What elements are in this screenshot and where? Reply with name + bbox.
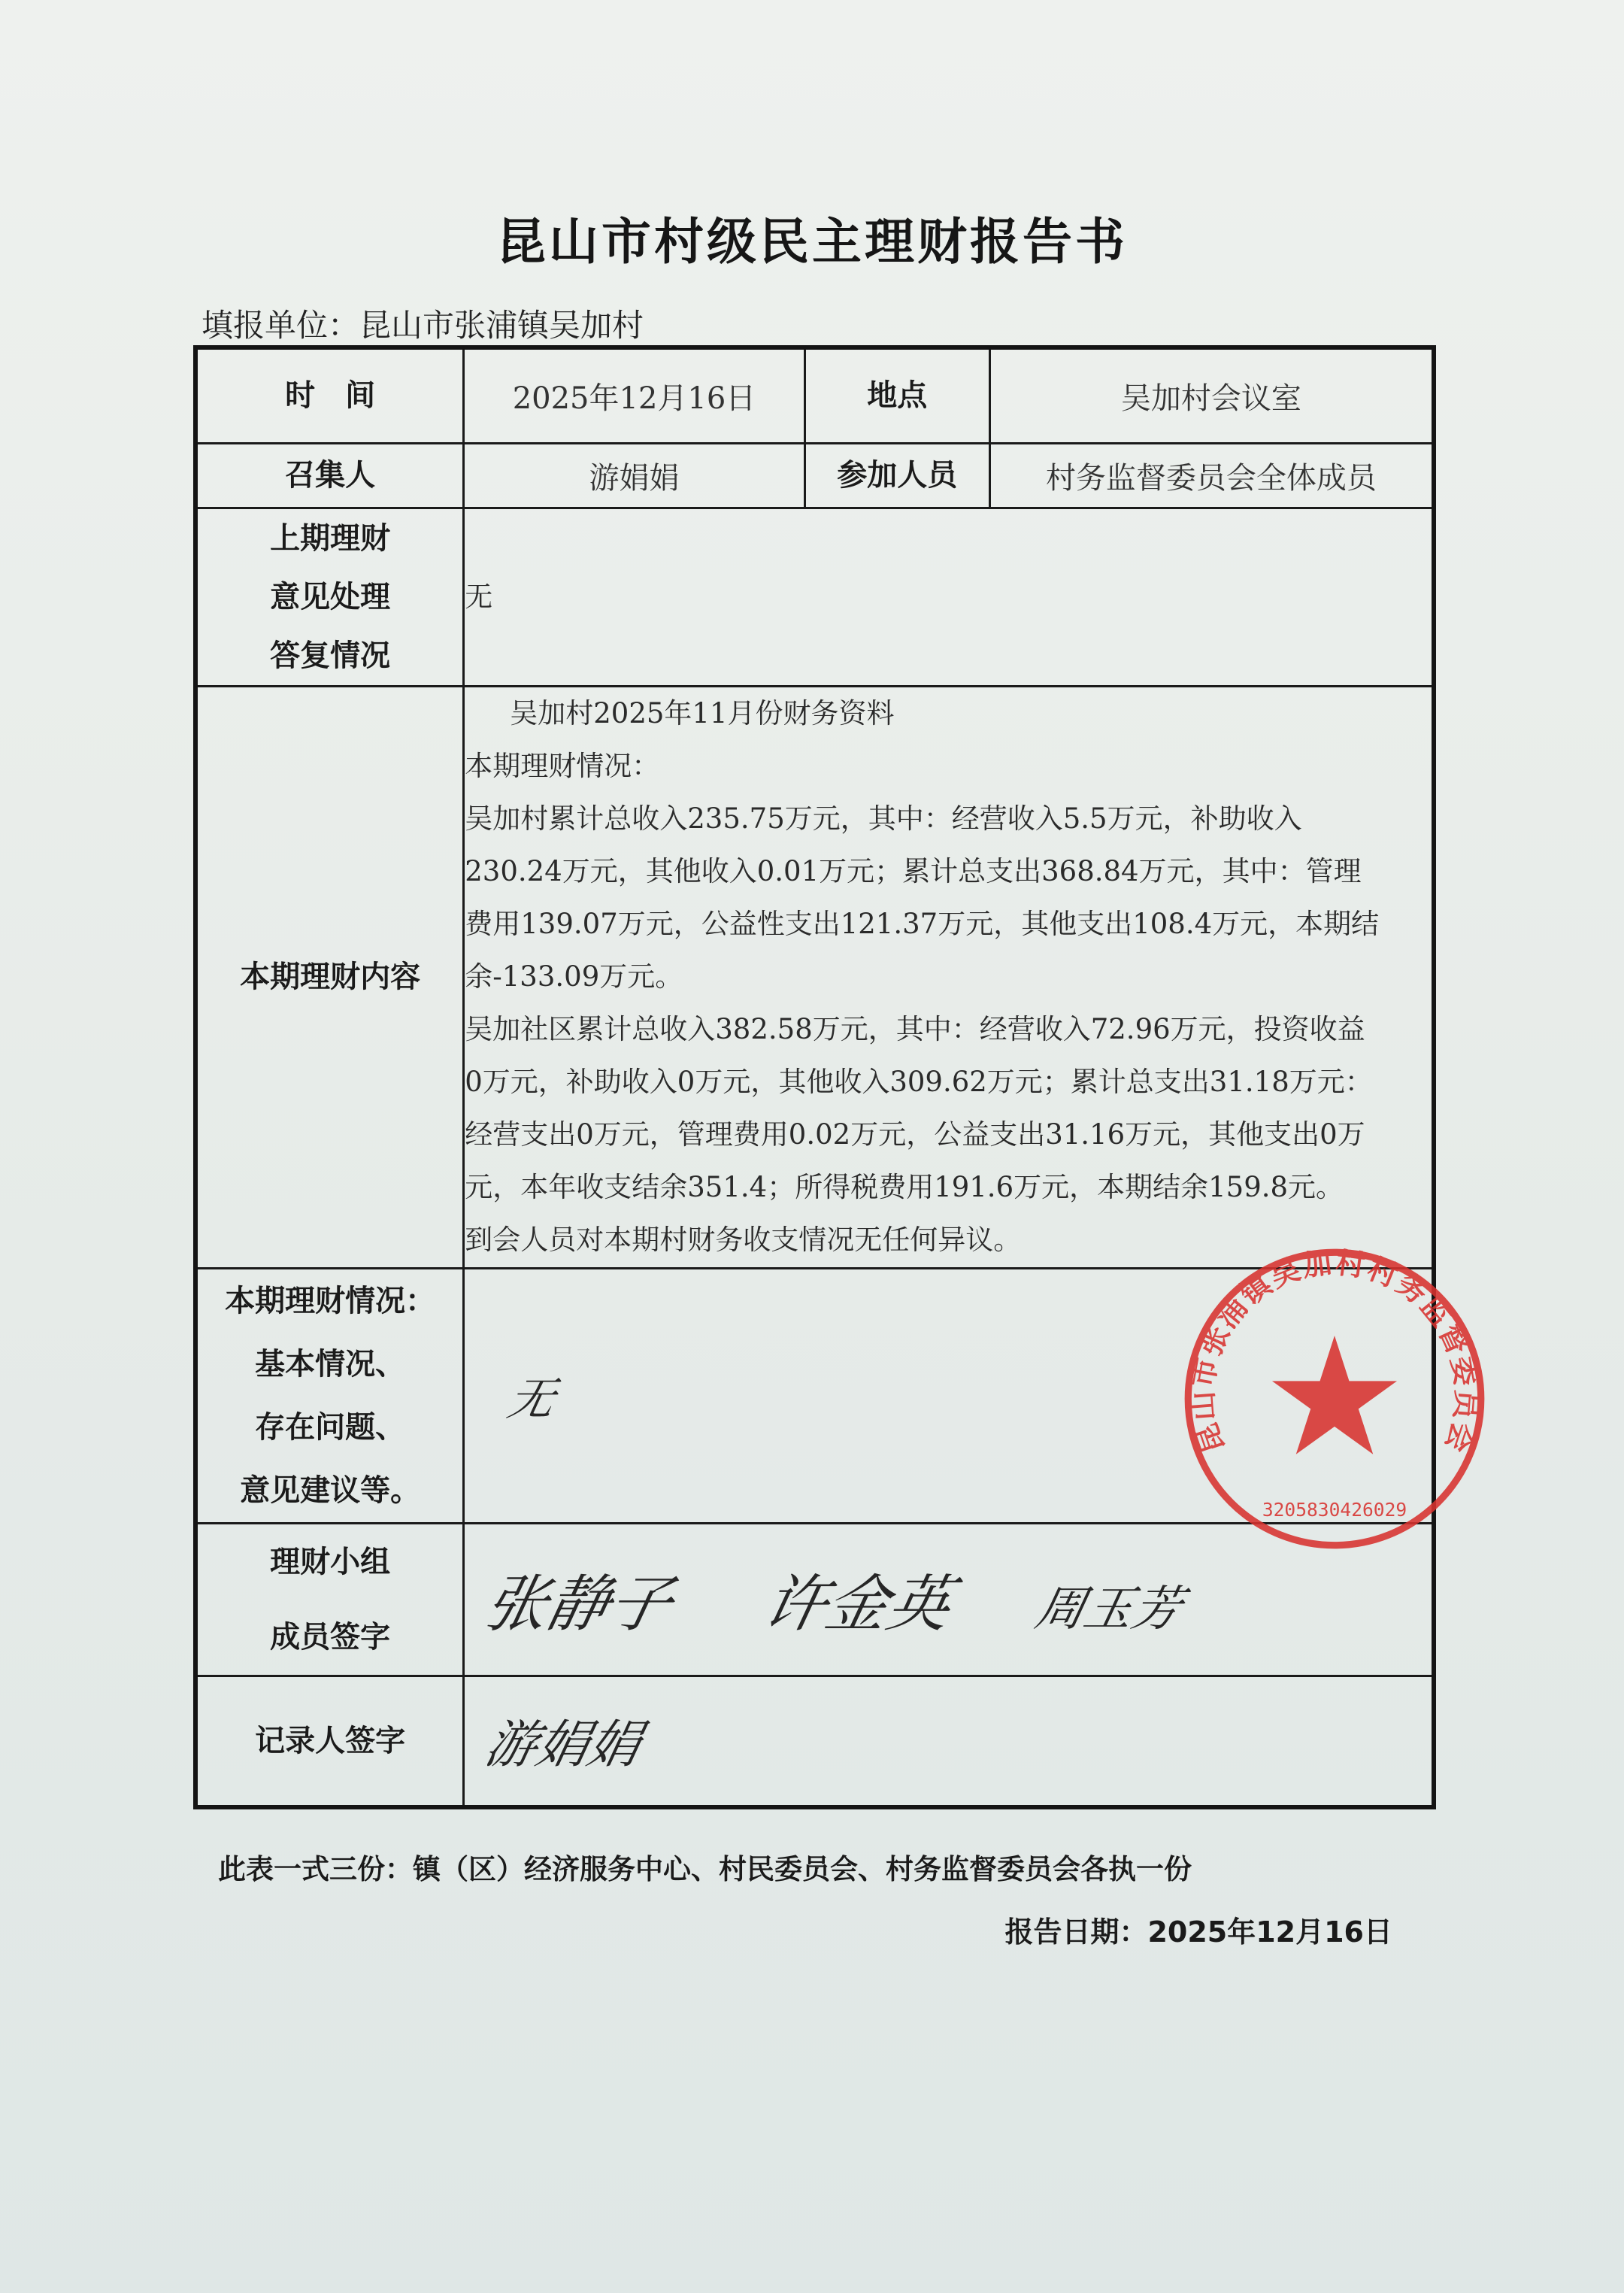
- situation-label-line: 存在问题、: [255, 1409, 406, 1445]
- situation-label-line: 本期理财情况：: [225, 1283, 436, 1318]
- previous-label-line: 上期理财: [270, 520, 391, 556]
- content-line: 经营支出0万元，管理费用0.02万元，公益支出31.16万元，其他支出0万: [465, 1118, 1365, 1151]
- content-line: 元，本年收支结余351.4；所得税费用191.6万元，本期结余159.8元。: [465, 1171, 1344, 1203]
- content-label: 本期理财内容: [195, 686, 464, 1268]
- seal-number: 3205830426029: [1262, 1498, 1407, 1521]
- seal-star-icon: [1272, 1336, 1397, 1454]
- time-label: 时 间: [195, 347, 464, 443]
- content-line: 吴加村累计总收入235.75万元，其中：经营收入5.5万元，补助收入: [465, 802, 1302, 835]
- participants-label: 参加人员: [804, 443, 989, 508]
- situation-label: [195, 1268, 464, 1523]
- convener-value: 游娟娟: [464, 443, 804, 508]
- seal-text-path: 昆山市张浦镇吴加村村务监督委员会: [1186, 1246, 1483, 1458]
- content-line: 费用139.07万元，公益性支出121.37万元，其他支出108.4万元，本期结: [465, 908, 1380, 940]
- signature: 周玉芳: [1031, 1582, 1188, 1637]
- content-body: [464, 686, 1434, 1268]
- previous-value-text: 无: [465, 580, 493, 613]
- place-label: 地点: [804, 347, 989, 443]
- content-line: 到会人员对本期村财务收支情况无任何异议。: [465, 1224, 1022, 1256]
- content-line: 余-133.09万元。: [465, 960, 683, 993]
- group-sign-label-line: 理财小组: [270, 1544, 391, 1579]
- official-seal: [1180, 1245, 1489, 1553]
- situation-label-line: 基本情况、: [255, 1346, 406, 1382]
- group-sign-label: [195, 1523, 464, 1676]
- previous-value: [464, 508, 1434, 686]
- recorder-signature: 游娟娟: [480, 1715, 647, 1776]
- convener-label: 召集人: [195, 443, 464, 508]
- recorder-signature-cell: [464, 1676, 1434, 1807]
- previous-label-line: 答复情况: [270, 638, 391, 673]
- report-date: 报告日期：2025年12月16日: [1004, 1915, 1392, 1949]
- report-table: [193, 345, 1436, 1809]
- previous-label-line: 意见处理: [270, 579, 391, 614]
- content-line: 本期理财情况：: [465, 750, 660, 782]
- situation-handwritten-text: 无: [503, 1372, 560, 1426]
- content-line: 230.24万元，其他收入0.01万元；累计总支出368.84万元，其中：管理: [465, 855, 1362, 887]
- group-sign-label-line: 成员签字: [270, 1619, 391, 1655]
- row-content: [195, 686, 1434, 1268]
- page-title: 昆山市村级民主理财报告书: [496, 213, 1128, 271]
- participants-value: 村务监督委员会全体成员: [989, 443, 1434, 508]
- content-line: 吴加社区累计总收入382.58万元，其中：经营收入72.96万元，投资收益: [465, 1013, 1365, 1045]
- recorder-label: 记录人签字: [195, 1676, 464, 1807]
- signature: 张静子: [478, 1569, 679, 1640]
- reporting-unit: 填报单位：昆山市张浦镇吴加村: [201, 307, 644, 344]
- situation-label-line: 意见建议等。: [240, 1473, 421, 1508]
- row-previous: [195, 508, 1434, 686]
- place-value: 吴加村会议室: [989, 347, 1434, 443]
- previous-label: [195, 508, 464, 686]
- footer-note: 此表一式三份：镇（区）经济服务中心、村民委员会、村务监督委员会各执一份: [218, 1853, 1192, 1885]
- row-convener-participants: [195, 443, 1434, 508]
- signature: 许金英: [757, 1569, 958, 1640]
- row-time-place: [195, 347, 1434, 443]
- content-line: 吴加村2025年11月份财务资料: [510, 697, 895, 729]
- row-recorder: [195, 1676, 1434, 1807]
- content-line: 0万元，补助收入0万元，其他收入309.62万元；累计总支出31.18万元：: [465, 1066, 1373, 1098]
- time-value: 2025年12月16日: [464, 347, 804, 443]
